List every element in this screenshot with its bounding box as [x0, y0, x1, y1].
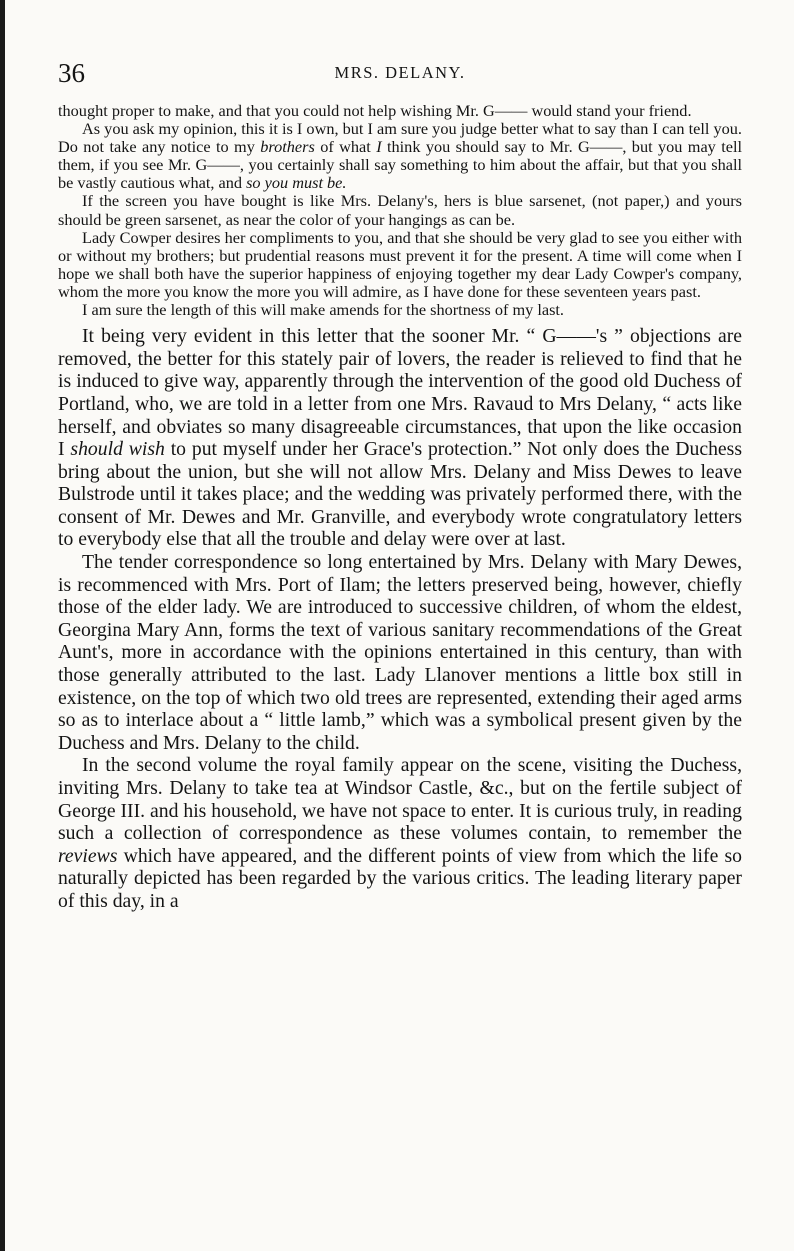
- letter-text: If the screen you have bought is like Mrs. Delany's, hers is blue sarsenet, (not paper,) and yours should be green sarsenet, as near the color of your hangings as can be.: [58, 191, 742, 229]
- letter-text: of what: [314, 137, 377, 157]
- body-paragraph: [58, 551, 742, 754]
- body-text: In the second volume the royal family appear on the scene, visiting the Duchess, inviting Mrs. Delany to take tea at Windsor Castle, &c., but on the fertile subject of George III. and his household, we have not space to enter. It is curious truly, in reading such a collection of correspondence as these volumes contain, to remember the: [58, 754, 742, 845]
- body-italic: should wish: [70, 438, 165, 461]
- letter-italic: I: [376, 137, 382, 157]
- body-paragraph: [58, 325, 742, 551]
- letter-italic: so you must be.: [246, 173, 347, 193]
- letter-italic: brothers: [260, 137, 315, 157]
- body-text: It being very evident in this letter that the sooner Mr. “ G——'s ” objections are removed, the better for this stately pair of lovers, the reader is relieved to find that he is induced to give way, apparently through the intervention of the good old Duchess of Portland, who, we are told in a letter from one Mrs. Ravaud to Mrs Delany, “ acts like herself, and obviates so many disagreeable circumstances, that upon the like occasion I: [58, 325, 742, 461]
- letter-paragraph: [58, 102, 742, 120]
- body-italic: reviews: [58, 844, 118, 867]
- letter-text: I am sure the length of this will make amends for the shortness of my last.: [82, 300, 565, 320]
- page-number: 36: [58, 58, 85, 88]
- letter-paragraph: [58, 120, 742, 192]
- letter-paragraph: [58, 192, 742, 228]
- body-paragraph: [58, 754, 742, 912]
- left-edge-rule: [0, 0, 5, 1251]
- body-text: to put myself under her Grace's protection.” Not only does the Duchess bring about the union, but she will not allow Mrs. Delany and Miss Dewes to leave Bulstrode until it takes place; and the wedding was privately performed there, with the consent of Mr. Dewes and Mr. Granville, and everybody wrote congratulatory letters to everybody else that all the trouble and delay were over at last.: [58, 438, 742, 551]
- page-header: [58, 58, 742, 88]
- book-page: [58, 58, 742, 913]
- quoted-letter: [58, 102, 742, 319]
- letter-paragraph: [58, 301, 742, 319]
- letter-text: As you ask my opinion, this it is I own, but I am sure you judge better what to say than I can tell you. Do not take any notice to my: [58, 119, 742, 157]
- letter-paragraph: [58, 229, 742, 301]
- letter-text: think you should say to Mr. G——, but you may tell them, if you see Mr. G——, you certainly shall say something to him about the affair, but that you shall be vastly cautious what, and: [58, 137, 742, 193]
- body-text: The tender correspondence so long entertained by Mrs. Delany with Mary Dewes, is recommenced with Mrs. Port of Ilam; the letters preserved being, however, chiefly those of the elder lady. We are introduced to successive children, of whom the eldest, Georgina Mary Ann, forms the text of various sanitary recommendations of the Great Aunt's, more in accordance with the opinions entertained in this century, than with those generally attributed to the last. Lady Llanover mentions a little box still in existence, on the top of which two old trees are represented, extending their aged arms so as to interlace about a “ little lamb,” which was a symbolical present given by the Duchess and Mrs. Delany to the child.: [58, 551, 742, 754]
- body-text: which have appeared, and the different points of view from which the life so naturally depicted has been regarded by the various critics. The leading literary paper of this day, in a: [58, 844, 742, 912]
- running-title: MRS. DELANY.: [334, 63, 466, 82]
- letter-text: Lady Cowper desires her compliments to you, and that she should be very glad to see you either with or without my brothers; but prudential reasons must prevent it for the present. A time will come when I hope we shall both have the superior happiness of enjoying together my dear Lady Cowper's company, whom the more you know the more you will admire, as I have done for these seventeen years past.: [58, 227, 742, 301]
- letter-text: thought proper to make, and that you could not help wishing Mr. G—— would stand your friend.: [58, 101, 692, 120]
- main-text: [58, 325, 742, 912]
